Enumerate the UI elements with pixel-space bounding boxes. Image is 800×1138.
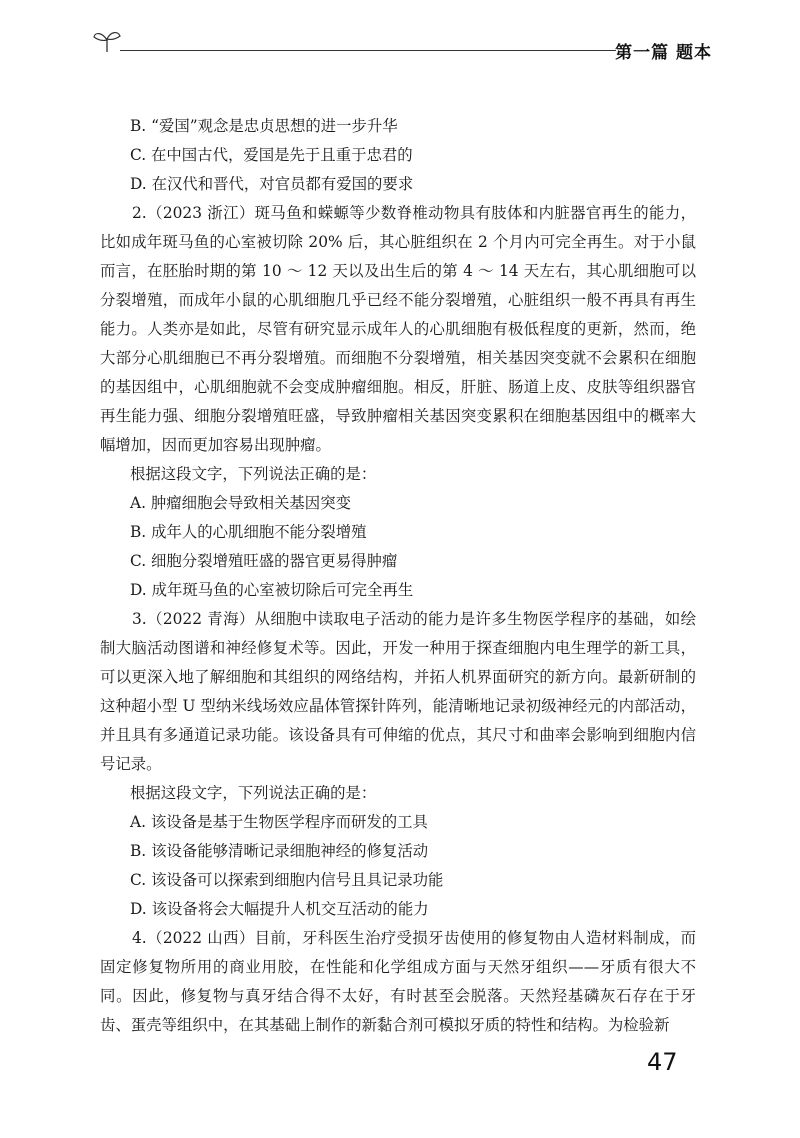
q2-question: 根据这段文字，下列说法正确的是： xyxy=(130,465,377,483)
q2-option-a: A. 肿瘤细胞会导致相关基因突变 xyxy=(130,494,351,512)
q2-passage: 2.（2023 浙江）斑马鱼和蝾螈等少数脊椎动物具有肢体和内脏器官再生的能力，比如成年斑马鱼的心室被切除 20% 后，其心脏组织在 2 个月内可完全再生。对于小鼠而言，在胚胎时期的第 10 ～ 12 天以及出生后的第 4 ～ 14 天左右，其心肌细胞可以分裂增殖，而成年小鼠的心肌细胞几乎已经不能分裂增殖，心脏组织一般不再具有再生能力。人类亦是如此，尽管有研究显示成年人的心肌细胞有极低程度的更新，然而，绝大部分心肌细胞已不再分裂增殖。而细胞不分裂增殖，相关基因突变就不会累积在细胞的基因组中，心肌细胞就不会变成肿瘤细胞。相反，肝脏、肠道上皮、皮肤等组织器官再生能力强、细胞分裂增殖旺盛，导致肿瘤相关基因突变累积在细胞基因组中的概率大幅增加，因而更加容易出现肿瘤。 xyxy=(100,204,696,454)
q3-passage: 3.（2022 青海）从细胞中读取电子活动的能力是许多生物医学程序的基础，如绘制大脑活动图谱和神经修复术等。因此，开发一种用于探查细胞内电生理学的新工具，可以更深入地了解细胞和其组织的网络结构，并拓人机界面研究的新方向。最新研制的这种超小型 U 型纳米线场效应晶体管探针阵列，能清晰地记录初级神经元的内部活动，并且具有多通道记录功能。该设备具有可伸缩的优点，其尺寸和曲率会影响到细胞内信号记录。 xyxy=(100,610,696,773)
page-content xyxy=(100,112,696,1040)
q1-option-b: B. “爱国”观念是忠贞思想的进一步升华 xyxy=(130,117,398,135)
page-number: 47 xyxy=(647,1048,678,1076)
q1-option-c: C. 在中国古代，爱国是先于且重于忠君的 xyxy=(130,146,413,164)
sprout-icon xyxy=(92,28,122,54)
section-title: 第一篇 题本 xyxy=(615,43,712,63)
q3-option-b: B. 该设备能够清晰记录细胞神经的修复活动 xyxy=(130,842,429,860)
q3-option-c: C. 该设备可以探索到细胞内信号且具记录功能 xyxy=(130,871,444,889)
q3-option-a: A. 该设备是基于生物医学程序而研发的工具 xyxy=(130,813,428,831)
header-rule xyxy=(120,50,616,51)
q2-option-b: B. 成年人的心肌细胞不能分裂增殖 xyxy=(130,523,367,541)
q1-option-d: D. 在汉代和晋代，对官员都有爱国的要求 xyxy=(130,175,414,193)
q2-option-d: D. 成年斑马鱼的心室被切除后可完全再生 xyxy=(130,581,414,599)
q4-passage: 4.（2022 山西）目前，牙科医生治疗受损牙齿使用的修复物由人造材料制成，而固定修复物所用的商业用胶，在性能和化学组成方面与天然牙组织——牙质有很大不同。因此，修复物与真牙结合得不太好，有时甚至会脱落。天然羟基磷灰石存在于牙齿、蛋壳等组织中，在其基础上制作的新黏合剂可模拟牙质的特性和结构。为检验新 xyxy=(100,929,696,1034)
page-header xyxy=(92,26,712,62)
q2-option-c: C. 细胞分裂增殖旺盛的器官更易得肿瘤 xyxy=(130,552,398,570)
q3-question: 根据这段文字，下列说法正确的是： xyxy=(130,784,377,802)
q3-option-d: D. 该设备将会大幅提升人机交互活动的能力 xyxy=(130,900,429,918)
